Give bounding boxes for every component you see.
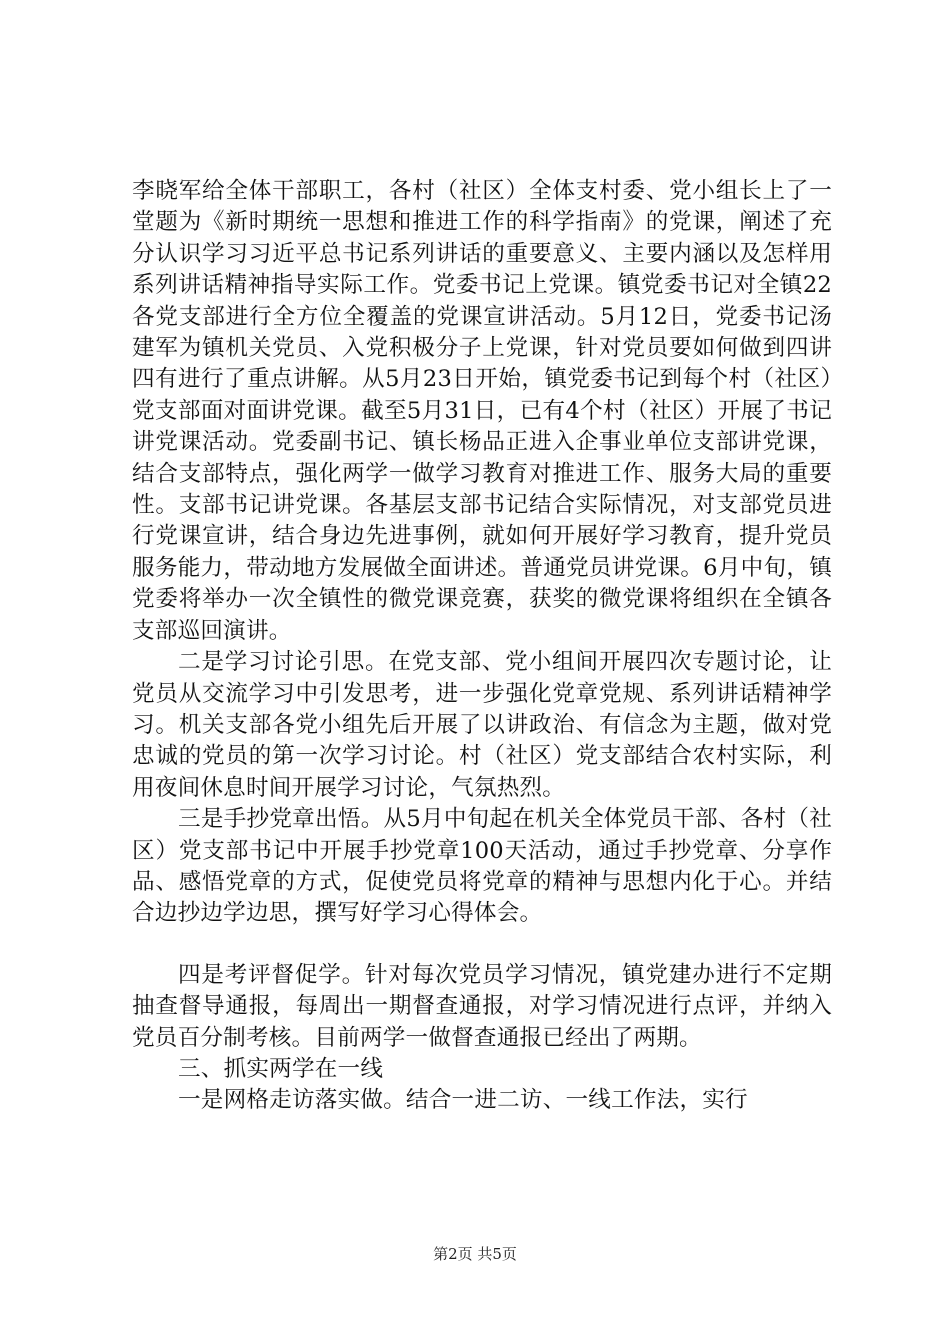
paragraph-grid-visits: 一是网格走访落实做。结合一进二访、一线工作法，实行 [178, 1087, 748, 1114]
paragraph-hand-copy-constitution: 三是手抄党章出悟。从5月中旬起在机关全体党员干部、各村（社区）党支部书记中开展手抄党章100天活动，通过手抄党章、分享作品、感悟党章的方式，促使党员将党章的精神与思想内化于心。并结合边抄边学边思，撰写好学习心得体会。 [132, 806, 832, 927]
document-body [132, 176, 832, 1117]
paragraph-party-lectures: 李晓军给全体干部职工，各村（社区）全体支村委、党小组长上了一堂题为《新时期统一思想和推进工作的科学指南》的党课，阐述了充分认识学习习近平总书记系列讲话的重要意义、主要内涵以及怎样用系列讲话精神指导实际工作。党委书记上党课。镇党委书记对全镇22各党支部进行全方位全覆盖的党课宣讲活动。5月12日，党委书记汤建军为镇机关党员、入党积极分子上党课，针对党员要如何做到四讲四有进行了重点讲解。从5月23日开始，镇党委书记到每个村（社区）党支部面对面讲党课。截至5月31日，已有4个村（社区）开展了书记讲党课活动。党委副书记、镇长杨品正进入企事业单位支部讲党课，结合支部特点，强化两学一做学习教育对推进工作、服务大局的重要性。支部书记讲党课。各基层支部书记结合实际情况，对支部党员进行党课宣讲，结合身边先进事例，就如何开展好学习教育，提升党员服务能力，带动地方发展做全面讲述。普通党员讲党课。6月中旬，镇党委将举办一次全镇性的微党课竞赛，获奖的微党课将组织在全镇各支部巡回演讲。 [132, 178, 832, 644]
paragraph-assessment-supervision: 四是考评督促学。针对每次党员学习情况，镇党建办进行不定期抽查督导通报，每周出一期督查通报，对学习情况进行点评，并纳入党员百分制考核。目前两学一做督查通报已经出了两期。 [132, 961, 832, 1051]
section-heading: 三、抓实两学在一线 [178, 1055, 384, 1082]
paragraph-study-discussion: 二是学习讨论引思。在党支部、党小组间开展四次专题讨论，让党员从交流学习中引发思考，进一步强化党章党规、系列讲话精神学习。机关支部各党小组先后开展了以讲政治、有信念为主题，做对党忠诚的党员的第一次学习讨论。村（社区）党支部结合农村实际，利用夜间休息时间开展学习讨论，气氛热烈。 [132, 649, 832, 801]
page-number-footer: 第2页 共5页 [433, 1245, 517, 1263]
